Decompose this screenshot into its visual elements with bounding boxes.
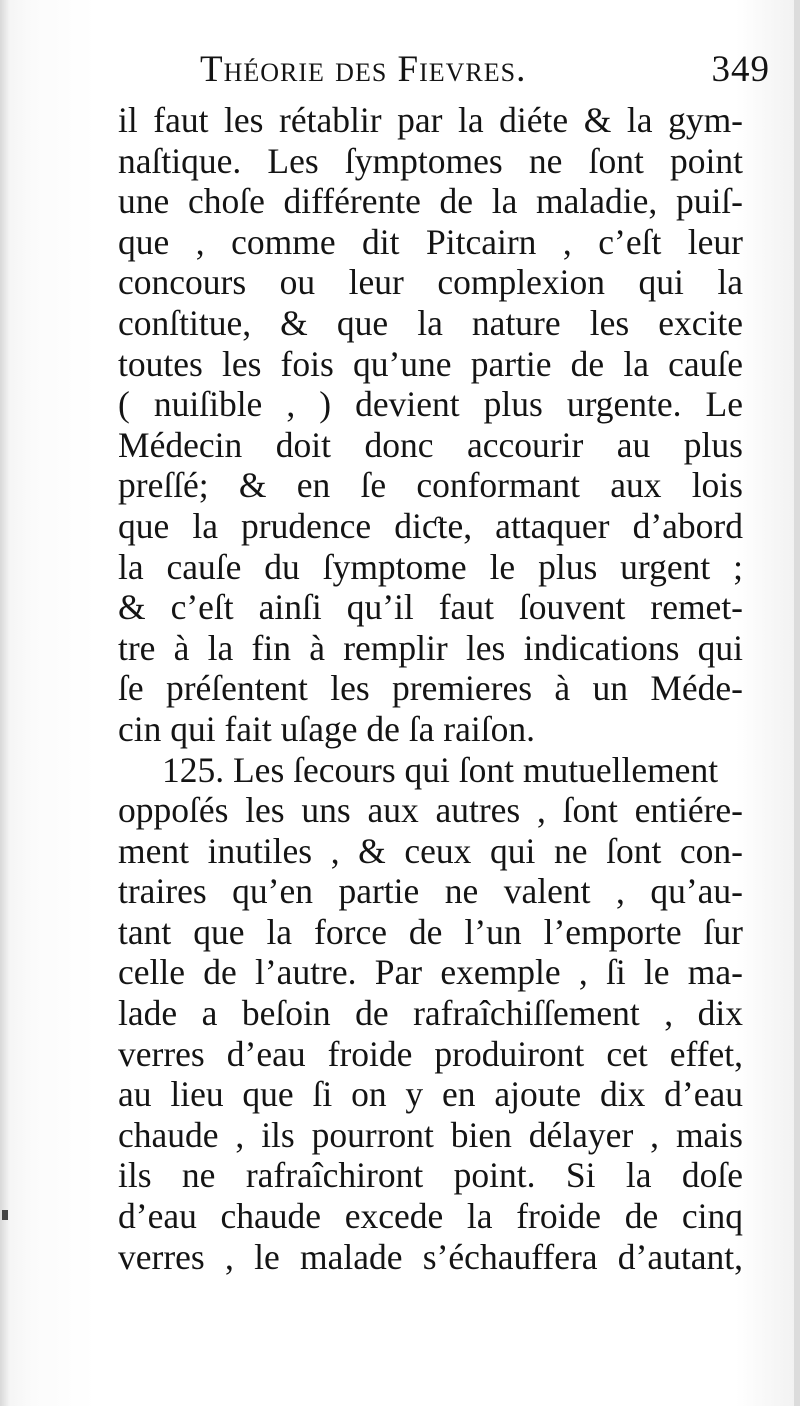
text-line: tre à la fin à remplir les indications qui <box>118 627 743 668</box>
text-line: que , comme dit Pitcairn , c’eſt leur <box>118 221 743 262</box>
ink-mark <box>2 1210 8 1220</box>
running-title: Théorie des Fievres. <box>200 49 527 90</box>
text-line: concours ou leur complexion qui la <box>118 262 743 303</box>
page-binding-edge <box>0 0 10 1406</box>
page-number: 349 <box>711 49 770 90</box>
text-line: & c’eſt ainſi qu’il faut ſouvent remet- <box>118 587 743 628</box>
text-line: tant que la force de l’un l’emporte ſur <box>118 911 743 952</box>
text-line: ſe préſentent les premieres à un Méde- <box>118 668 743 709</box>
text-line: verres , le malade s’échauffera d’autant, <box>118 1236 743 1277</box>
running-header <box>200 48 770 100</box>
text-line: oppoſés les uns aux autres , ſont entiére- <box>118 790 743 831</box>
text-line: conſtitue, & que la nature les excite <box>118 302 743 343</box>
text-line: cin qui fait uſage de ſa raiſon. <box>118 708 535 749</box>
text-line: traires qu’en partie ne valent , qu’au- <box>118 871 743 912</box>
text-line: chaude , ils pourront bien délayer , mais <box>118 1114 743 1155</box>
text-line: une choſe différente de la maladie, puiſ- <box>118 181 743 222</box>
body-text <box>118 100 743 1277</box>
text-line: ment inutiles , & ceux qui ne ſont con- <box>118 830 743 871</box>
text-line: toutes les fois qu’une partie de la cauſe <box>118 343 743 384</box>
text-line: lade a beſoin de rafraîchiſſement , dix <box>118 993 743 1034</box>
text-line: la cauſe du ſymptome le plus urgent ; <box>118 546 743 587</box>
text-line: il faut les rétablir par la diéte & la gym- <box>118 100 743 140</box>
text-line: au lieu que ſi on y en ajoute dix d’eau <box>118 1074 743 1115</box>
text-line: ils ne rafraîchiront point. Si la doſe <box>118 1155 743 1196</box>
text-line: ( nuiſible , ) devient plus urgente. Le <box>118 384 743 425</box>
text-line: que la prudence diƈte, attaquer d’abord <box>118 505 743 546</box>
text-line: Médecin doit donc accourir au plus <box>118 424 743 465</box>
page-outer-edge <box>794 0 800 1406</box>
text-line: naſtique. Les ſymptomes ne ſont point <box>118 140 743 181</box>
text-line: celle de l’autre. Par exemple , ſi le ma- <box>118 952 743 993</box>
text-line: verres d’eau froide produiront cet effet, <box>118 1033 743 1074</box>
text-line: preſſé; & en ſe conformant aux lois <box>118 465 743 506</box>
text-line: d’eau chaude excede la froide de cinq <box>118 1196 743 1237</box>
text-line: 125. Les ſecours qui ſont mutuellement <box>162 749 719 790</box>
